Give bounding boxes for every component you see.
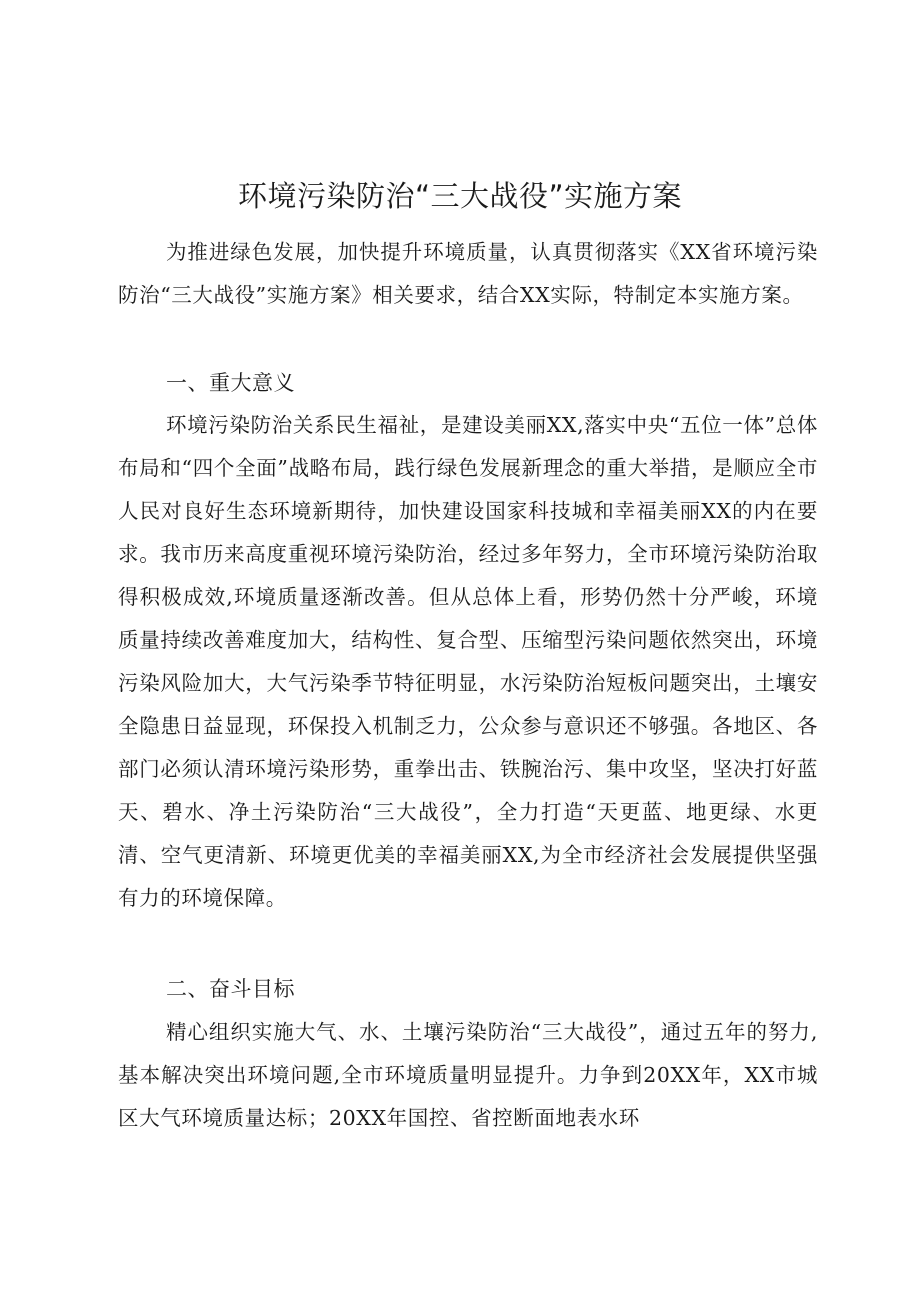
section-heading-goals: 二、奋斗目标	[166, 977, 295, 1001]
intro-paragraph: 为推进绿色发展，加快提升环境质量，认真贯彻落实《XX省环境污染防治“三大战役”实施方案》相关要求，结合XX实际，特制定本实施方案。	[118, 240, 818, 307]
section-body-significance: 环境污染防治关系民生福祉，是建设美丽XX,落实中央“五位一体”总体布局和“四个全面”战略布局，践行绿色发展新理念的重大举措，是顺应全市人民对良好生态环境新期待，加快建设国家科技城和幸福美丽XX的内在要求。我市历来高度重视环境污染防治，经过多年努力，全市环境污染防治取得积极成效,环境质量逐渐改善。但从总体上看，形势仍然十分严峻，环境质量持续改善难度加大，结构性、复合型、压缩型污染问题依然突出，环境污染风险加大，大气污染季节特征明显，水污染防治短板问题突出，土壤安全隐患日益显现，环保投入机制乏力，公众参与意识还不够强。各地区、各部门必须认清环境污染形势，重拳出击、铁腕治污、集中攻坚，坚决打好蓝天、碧水、净土污染防治“三大战役”，全力打造“天更蓝、地更绿、水更清、空气更清新、环境更优美的幸福美丽XX,为全市经济社会发展提供坚强有力的环境保障。	[118, 413, 818, 910]
section-body-goals: 精心组织实施大气、水、土壤污染防治“三大战役”，通过五年的努力,基本解决突出环境问题,全市环境质量明显提升。力争到20XX年，XX市城区大气环境质量达标；20XX年国控、省控断面地表水环	[118, 1020, 818, 1130]
section-heading-significance: 一、重大意义	[166, 371, 295, 395]
document-title: 环境污染防治“三大战役”实施方案	[237, 179, 683, 213]
